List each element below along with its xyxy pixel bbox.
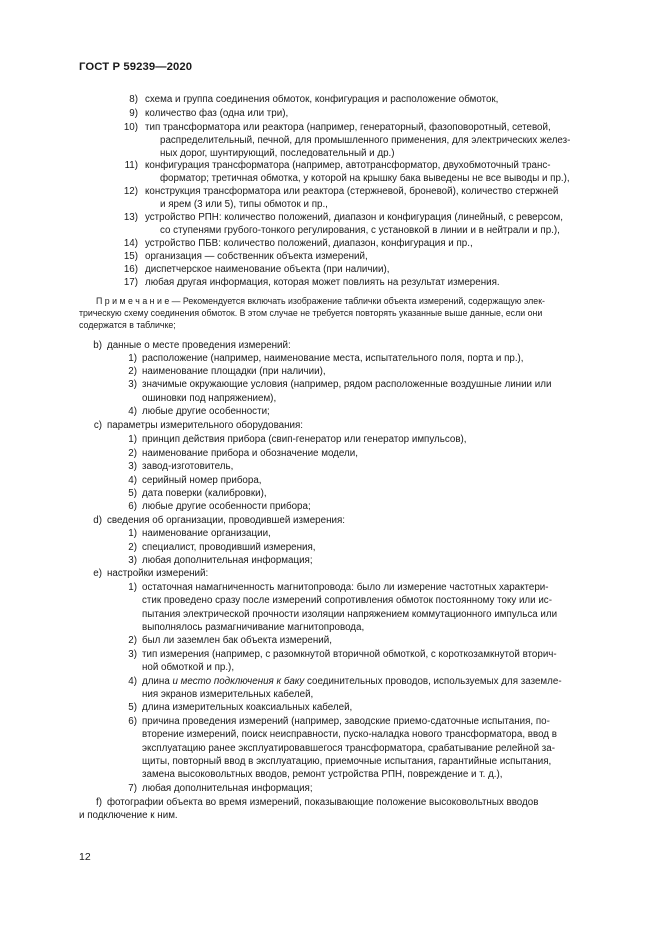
item-text: любая дополнительная информация;: [142, 555, 313, 566]
item-number: 5): [128, 488, 137, 499]
item-number: 11): [124, 160, 138, 171]
item-text: серийный номер прибора,: [142, 475, 262, 486]
item-text: количество фаз (одна или три),: [145, 108, 289, 119]
item-number: 3): [128, 649, 137, 660]
item-text: длина измерительных коаксиальных кабелей,: [142, 702, 353, 713]
section-letter: d): [93, 515, 102, 526]
item-text: конфигурация трансформатора (например, автотрансформатор, двухобмоточный транс-: [145, 160, 551, 171]
item-text: форматор; третичная обмотка, у которой на крышку бака выведены не все выводы и пр.),: [160, 173, 570, 184]
note-text: П р и м е ч а н и е — Рекомендуется включать изображение таблички объекта измерений, содержащую элек-: [96, 296, 545, 306]
item-text: специалист, проводивший измерения,: [142, 542, 316, 553]
item-number: 8): [129, 94, 138, 105]
item-text: остаточная намагниченность магнитопровода: было ли измерение частотных характери-: [142, 582, 549, 593]
item-text: эксплуатацию ранее эксплуатировавшегося трансформатора, срабатывание релейной за-: [142, 743, 556, 754]
item-number: 1): [128, 528, 137, 539]
item-text: значимые окружающие условия (например, рядом расположенные воздушные линии или: [142, 379, 552, 390]
section-text: настройки измерений:: [107, 568, 209, 579]
item-text: завод-изготовитель,: [142, 461, 234, 472]
item-text: конструкция трансформатора или реактора (стержневой, броневой), количество стержней: [145, 186, 559, 197]
item-text: распределительный, печной, для промышленного применения, для электрических желез-: [160, 135, 571, 146]
item-number: 5): [128, 702, 137, 713]
item-text: длина и место подключения к баку соединительных проводов, используемых для заземле-: [142, 676, 562, 687]
item-text: любая другая информация, которая может повлиять на результат измерения.: [145, 277, 500, 288]
item-text: диспетчерское наименование объекта (при наличии),: [145, 264, 390, 275]
item-text: пытания электрической прочности изоляции напряжением коммутационного импульса или: [142, 609, 558, 620]
section-text: сведения об организации, проводившей измерения:: [107, 515, 345, 526]
item-text: ной обмоткой и пр.),: [142, 662, 235, 673]
item-text: любая дополнительная информация;: [142, 783, 313, 794]
item-number: 4): [128, 676, 137, 687]
item-number: 15): [123, 251, 138, 262]
item-number: 1): [128, 353, 137, 364]
item-text: тип трансформатора или реактора (например, генераторный, фазоповоротный, сетевой,: [145, 122, 551, 133]
item-text: принцип действия прибора (свип-генератор или генератор импульсов),: [142, 434, 467, 445]
item-number: 7): [128, 783, 137, 794]
section-letter: e): [93, 568, 102, 579]
section-text: фотографии объекта во время измерений, показывающие положение высоковольтных вводов: [107, 797, 539, 808]
item-text: дата поверки (калибровки),: [142, 488, 267, 499]
item-number: 1): [128, 434, 137, 445]
item-text: ния экранов измерительных кабелей,: [142, 689, 314, 700]
section-letter: b): [93, 340, 102, 351]
item-text: был ли заземлен бак объекта измерений,: [142, 635, 332, 646]
item-number: 6): [128, 716, 137, 727]
item-number: 9): [129, 108, 138, 119]
item-number: 1): [128, 582, 137, 593]
item-text: выполнялось размагничивание магнитопровода,: [142, 622, 365, 633]
section-letter: f): [96, 797, 102, 808]
item-text: устройство РПН: количество положений, диапазон и конфигурация (линейный, с реверсом,: [145, 212, 563, 223]
item-number: 3): [128, 379, 137, 390]
item-text: схема и группа соединения обмоток, конфигурация и расположение обмоток,: [145, 94, 499, 105]
item-text: расположение (например, наименование места, испытательного поля, порта и пр.),: [142, 353, 524, 364]
item-number: 2): [128, 366, 137, 377]
item-text: замена высоковольтных вводов, ремонт устройства РПН, повреждение и т. д.),: [142, 769, 503, 780]
item-text: организация — собственник объекта измерений,: [145, 251, 368, 262]
item-number: 16): [123, 264, 138, 275]
item-text: со ступенями грубого-тонкого регулирования, с установкой в линии и в нейтрали и пр.),: [160, 225, 560, 236]
item-number: 2): [128, 542, 137, 553]
page-number: 12: [79, 851, 91, 863]
section-letter: c): [93, 420, 102, 431]
item-text: устройство ПБВ: количество положений, диапазон, конфигурация и пр.,: [145, 238, 473, 249]
item-number: 4): [128, 475, 137, 486]
item-text: причина проведения измерений (например, заводские приемо-сдаточные испытания, по-: [142, 716, 550, 727]
item-number: 2): [128, 448, 137, 459]
item-number: 14): [123, 238, 138, 249]
item-number: 4): [128, 406, 137, 417]
item-text: наименование площадки (при наличии),: [142, 366, 326, 377]
item-text: наименование прибора и обозначение модели,: [142, 448, 358, 459]
item-text: и ярем (3 или 5), типы обмоток и пр.,: [160, 199, 328, 210]
note-text: трическую схему соединения обмоток. В этом случае не требуется повторять указанные выше данные, если они: [79, 308, 543, 318]
item-number: 17): [123, 277, 138, 288]
item-number: 6): [128, 501, 137, 512]
item-text: любые другие особенности прибора;: [142, 501, 311, 512]
item-text: ных дорог, шунтирующий, последовательный и др.): [160, 148, 395, 159]
item-number: 3): [128, 461, 137, 472]
note-text: содержатся в табличке;: [79, 320, 176, 330]
item-number: 2): [128, 635, 137, 646]
item-number: 13): [123, 212, 138, 223]
italic-emphasis: и место подключения к баку: [172, 676, 305, 687]
item-text: стик проведено сразу после измерений сопротивления обмоток постоянному току или ис-: [142, 595, 552, 606]
item-text: любые другие особенности;: [142, 406, 270, 417]
item-text: щиты, повторный ввод в эксплуатацию, приемочные испытания, гарантийные испытания,: [142, 756, 552, 767]
item-text: вторение измерений, поиск неисправности, пуско-наладка нового трансформатора, ввод в: [142, 729, 557, 740]
item-number: 10): [123, 122, 138, 133]
section-text: данные о месте проведения измерений:: [107, 340, 291, 351]
item-number: 12): [123, 186, 138, 197]
section-text: параметры измерительного оборудования:: [107, 420, 304, 431]
section-text: и подключение к ним.: [79, 810, 178, 821]
item-text: ошиновки под напряжением),: [142, 393, 277, 404]
item-text: наименование организации,: [142, 528, 271, 539]
document-header: ГОСТ Р 59239—2020: [79, 61, 193, 73]
item-text: тип измерения (например, с разомкнутой вторичной обмоткой, с короткозамкнутой вторич-: [142, 649, 557, 660]
item-number: 3): [128, 555, 137, 566]
